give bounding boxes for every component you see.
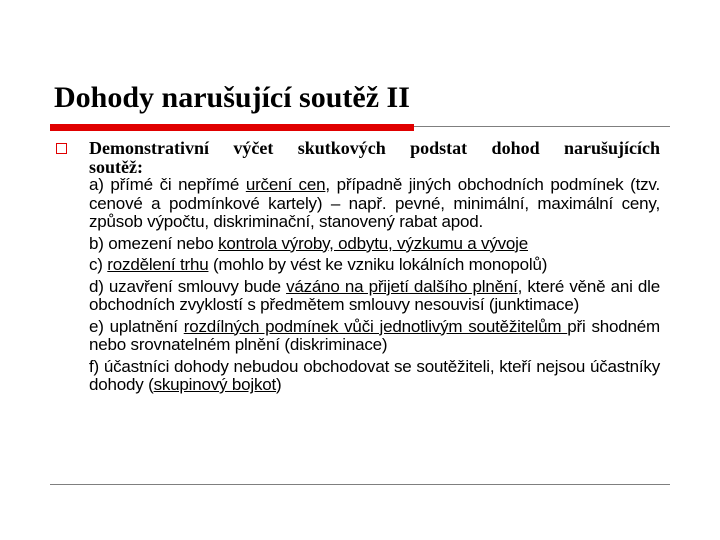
item-c-text-post: (mohlo by vést ke vzniku lokálních monopolů) [208,255,548,275]
item-e-text-pre: e) uplatnění [89,316,184,336]
item-d [89,278,660,315]
item-d-text-pre: d) uzavření smlouvy bude [89,276,287,296]
item-a-link[interactable]: určení cen [245,175,326,195]
item-d-text-post: , které věně ani dle obchodních zvyklostí s předmětem smlouvy nesouvisí (junktimace) [89,276,660,315]
item-a-text-pre: a) přímé či nepřímé [89,175,246,195]
item-b [89,235,660,254]
item-e [89,318,660,355]
title-underline-grey [414,126,670,127]
item-a [89,176,660,232]
hollow-square-bullet-icon [56,143,67,154]
item-e-link[interactable]: rozdílných podmínek vůči jednotlivým soutěžitelům [183,316,568,336]
bullet-heading-line-1: Demonstrativní výčet skutkových podstat dohod narušujících [89,138,660,158]
bullet-heading-line-2: soutěž: [89,156,143,177]
title-underline-red [50,124,414,131]
item-b-text-pre: b) omezení nebo [89,233,219,253]
slide-title: Dohody narušující soutěž II [54,81,410,114]
item-f-text-post: ) [276,375,282,395]
item-c [89,256,660,275]
item-d-link[interactable]: vázáno na přijetí dalšího plnění [286,276,518,296]
item-e-text-post: při shodném nebo srovnatelném plnění (diskriminace) [89,316,660,355]
item-a-text-post: , případně jiných obchodních podmínek (tzv. cenové a podmínkové kartely) – např. pevné, minimální, maximální ceny, způsob výpočtu, diskriminační, stanovený rabat apod. [89,175,660,232]
item-f-link[interactable]: skupinový bojkot [153,375,277,395]
bullet-content [89,139,660,395]
bottom-rule [50,484,670,485]
item-f [89,358,660,395]
item-c-text-pre: c) [89,255,108,275]
item-f-text-pre: f) účastníci dohody nebudou obchodovat se soutěžiteli, kteří nejsou účastníky dohody ( [89,356,660,395]
item-c-link[interactable]: rozdělení trhu [107,255,209,275]
item-b-link[interactable]: kontrola výroby, odbytu, výzkumu a vývoje [218,233,529,253]
